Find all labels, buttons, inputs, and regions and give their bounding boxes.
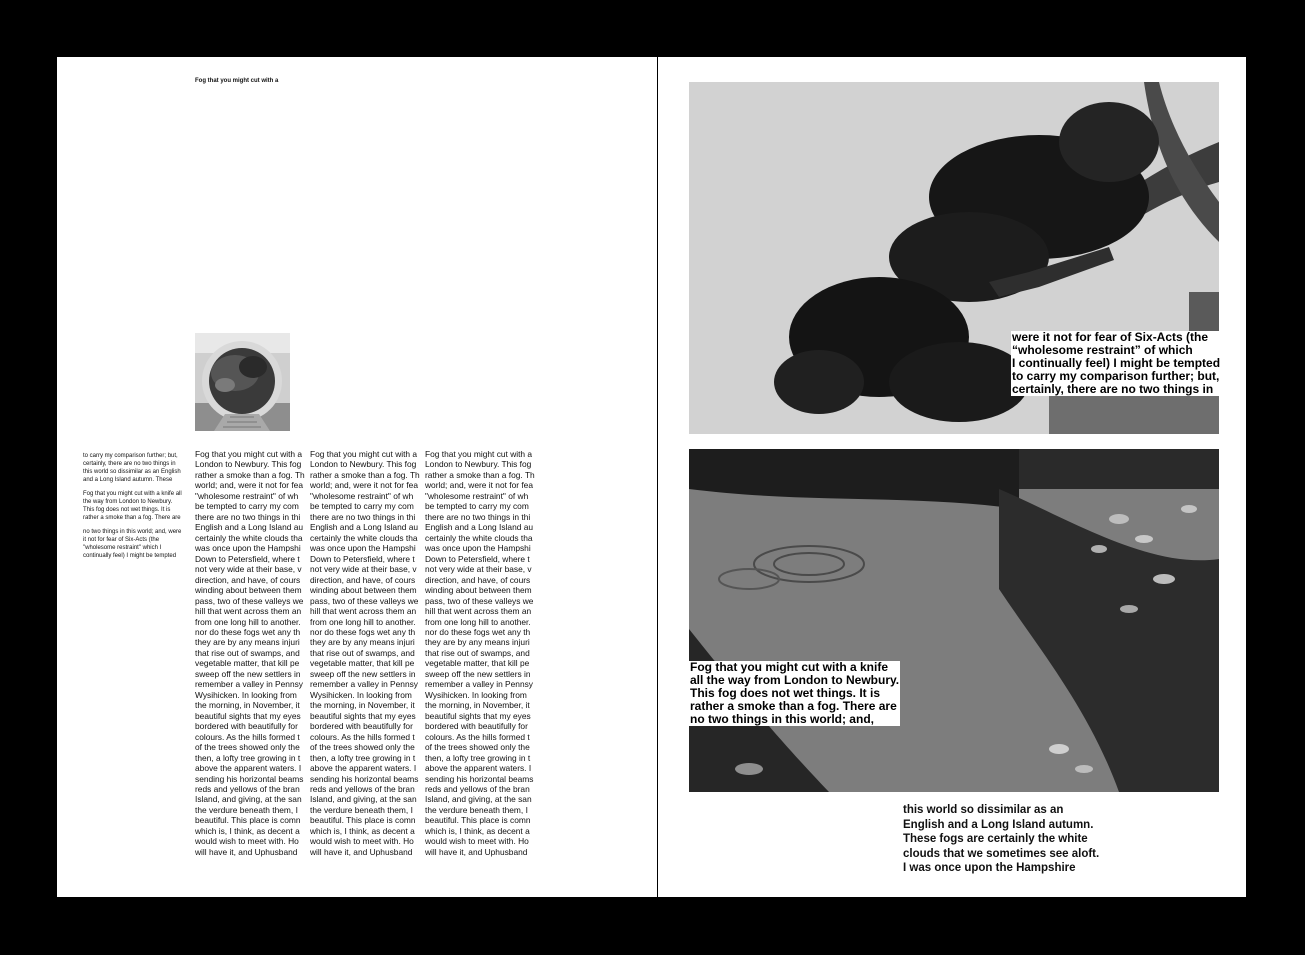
body-text-line: the verdure beneath them, I [195,804,298,815]
body-text-line: there are no two things in thi [310,511,416,522]
body-text-line: English and a Long Island au [310,522,419,533]
body-text-line: "wholesome restraint" of wh [425,490,529,501]
body-text-line: vegetable matter, that kill pe [425,658,530,669]
body-text-line: that rise out of swamps, and [310,647,415,658]
body-text-line: nor do these fogs wet any th [310,626,416,637]
body-text-line: reds and yellows of the bran [310,784,415,794]
text-column-1 [195,449,305,857]
body-text-line: from one long hill to another. [195,616,301,627]
body-text-line: world; and, were it not for fea [310,480,418,491]
caption-line: rather a smoke than a fog. There are [690,699,897,713]
body-text-line: reds and yellows of the bran [195,784,300,794]
body-text-line: that rise out of swamps, and [195,647,300,658]
body-text-line: English and a Long Island au [425,522,534,533]
caption-line: I continually feel) I might be tempted [1012,356,1221,370]
moon-gate-image [195,333,290,431]
body-text-line: hill that went across them an [195,606,302,617]
body-text-line: Down to Petersfield, where t [195,553,300,564]
bottom-text-line: this world so dissimilar as an [903,804,1064,816]
body-text-line: beautiful sights that my eyes [195,710,301,721]
body-text-line: nor do these fogs wet any th [195,626,301,637]
tree-caption [1011,331,1221,396]
body-text-line: Fog that you might cut with a [425,449,533,459]
body-text-line: bordered with beautifully for [425,721,528,732]
text-column-3 [425,449,535,857]
body-text-line: Fog that you might cut with a [195,449,303,459]
body-text-line: colours. As the hills formed t [195,731,300,742]
body-text-line: they are by any means injuri [425,637,530,648]
body-text-line: direction, and have, of cours [425,574,531,585]
body-text-line: remember a valley in Pennsy [310,679,418,690]
body-text-line: sweep off the new settlers in [195,668,301,679]
body-text-line: London to Newbury. This fog [425,459,532,470]
body-text-line: direction, and have, of cours [195,574,301,585]
bottom-text-line: These fogs are certainly the white [903,833,1088,845]
body-text-line: sweep off the new settlers in [310,668,416,679]
body-text-line: was once upon the Hampshi [310,543,416,554]
body-text-line: winding about between them [310,585,417,596]
caption-line: certainly, there are no two things in [1012,382,1214,396]
body-text-line: hill that went across them an [425,606,532,617]
body-text-line: from one long hill to another. [310,616,416,627]
body-text-line: hill that went across them an [310,606,417,617]
body-text-line: pass, two of these valleys we [310,595,419,606]
body-text-line: be tempted to carry my com [310,501,414,512]
body-text-line: from one long hill to another. [425,616,531,627]
page-header: Fog that you might cut with a [195,78,279,84]
body-text-line: the verdure beneath them, I [310,804,413,815]
body-text-line: sweep off the new settlers in [425,668,531,679]
body-text-line: above the apparent waters. I [310,763,417,774]
body-text-line: the morning, in November, it [425,700,530,711]
body-text-line: winding about between them [195,585,302,596]
body-text-line: rather a smoke than a fog. Th [310,469,420,480]
body-text-line: colours. As the hills formed t [425,731,530,742]
body-text-line: sending his horizontal beams [310,773,419,784]
caption-line: “wholesome restraint” of which [1012,343,1193,357]
caption-line: all the way from London to Newbury. [690,673,900,687]
pond-image [689,449,1219,792]
text-column-2 [310,449,420,857]
body-text-line: of the trees showed only the [195,742,300,753]
body-text-line: certainly the white clouds tha [425,532,533,543]
body-text-line: of the trees showed only the [425,742,530,753]
caption-line: no two things in this world; and, [690,712,874,726]
body-text-line: be tempted to carry my com [195,501,299,512]
body-text-line: which is, I think, as decent a [195,825,300,836]
body-text-line: rather a smoke than a fog. Th [195,469,305,480]
body-text-line: was once upon the Hampshi [195,543,301,554]
body-text-line: "wholesome restraint" of wh [195,490,299,501]
body-text-line: they are by any means injuri [195,637,300,648]
body-text-line: then, a lofty tree growing in t [310,752,416,763]
body-text-line: not very wide at their base, v [195,564,302,575]
bottom-text-line: I was once upon the Hampshire [903,862,1076,874]
body-text-line: bordered with beautifully for [195,721,298,732]
body-text-line: above the apparent waters. I [195,763,302,774]
body-text-line: there are no two things in thi [425,511,531,522]
body-text-line: nor do these fogs wet any th [425,626,531,637]
body-text-line: world; and, were it not for fea [195,480,303,491]
body-text-line: beautiful sights that my eyes [310,710,416,721]
body-text-line: vegetable matter, that kill pe [310,658,415,669]
body-text-line: then, a lofty tree growing in t [425,752,531,763]
body-text-line: London to Newbury. This fog [310,459,417,470]
bottom-text-line: English and a Long Island autumn. [903,818,1094,831]
body-text-line: not very wide at their base, v [425,564,532,575]
body-text-line: certainly the white clouds tha [195,532,303,543]
body-text-line: will have it, and Uphusband [310,846,413,857]
body-text-line: colours. As the hills formed t [310,731,415,742]
bottom-text-line: clouds that we sometimes see aloft. [903,847,1100,860]
bottom-text [903,803,1099,876]
body-text-line: then, a lofty tree growing in t [195,752,301,763]
body-text-line: above the apparent waters. I [425,763,532,774]
body-text-line: pass, two of these valleys we [195,595,304,606]
body-text-line: vegetable matter, that kill pe [195,658,300,669]
body-text-line: "wholesome restraint" of wh [310,490,414,501]
body-text-line: the verdure beneath them, I [425,804,528,815]
body-text-line: will have it, and Uphusband [425,846,528,857]
body-text-line: Wysihicken. In looking from [425,689,527,700]
body-text-line: certainly the white clouds tha [310,532,418,543]
body-text-line: sending his horizontal beams [425,773,534,784]
body-text-line: Down to Petersfield, where t [310,553,415,564]
body-text-line: which is, I think, as decent a [310,825,415,836]
body-text-line: beautiful. This place is comn [310,815,416,826]
body-text-line: not very wide at their base, v [310,564,417,575]
body-text-line: which is, I think, as decent a [425,825,530,836]
caption-line: were it not for fear of Six-Acts (the [1012,330,1209,344]
moon-gate-thumbnail [195,333,290,431]
body-text-line: would wish to meet with. Ho [195,836,299,847]
body-text-line: they are by any means injuri [310,637,415,648]
sidebar-paragraph: no two things in this world; and, were it not for fear of Six-Acts (the "wholesome restraint" which I continually feel) I might be tempted [83,529,182,559]
body-text-line: would wish to meet with. Ho [425,836,529,847]
body-text-line: Wysihicken. In looking from [310,689,412,700]
caption-line: to carry my comparison further; but, [1012,369,1220,383]
body-text-line: the morning, in November, it [310,700,415,711]
body-text-line: Fog that you might cut with a [310,449,418,459]
sidebar-text [83,452,183,566]
body-text-line: London to Newbury. This fog [195,459,302,470]
body-text-line: beautiful. This place is comn [195,815,301,826]
body-text-line: was once upon the Hampshi [425,543,531,554]
body-text-line: beautiful sights that my eyes [425,710,531,721]
sidebar-paragraph: to carry my comparison further; but, certainly, there are no two things in this world so dissimilar as an English and a Long Island autumn. These [83,453,181,483]
body-text-line: English and a Long Island au [195,522,304,533]
pond-caption [689,661,900,726]
body-text-line: be tempted to carry my com [425,501,529,512]
body-text-line: bordered with beautifully for [310,721,413,732]
body-text-line: rather a smoke than a fog. Th [425,469,535,480]
body-text-line: there are no two things in thi [195,511,301,522]
body-text-line: beautiful. This place is comn [425,815,531,826]
body-text-line: direction, and have, of cours [310,574,416,585]
body-text-line: Wysihicken. In looking from [195,689,297,700]
body-text-line: Island, and giving, at the san [310,794,417,805]
body-text-line: Island, and giving, at the san [195,794,302,805]
body-text-line: will have it, and Uphusband [195,846,298,857]
pond-photo [689,449,1219,792]
body-text-line: winding about between them [425,585,532,596]
caption-line: This fog does not wet things. It is [690,686,880,700]
body-text-line: would wish to meet with. Ho [310,836,414,847]
body-text-line: sending his horizontal beams [195,773,304,784]
body-text-line: that rise out of swamps, and [425,647,530,658]
sidebar-paragraph: Fog that you might cut with a knife all the way from London to Newbury. This fog does not wet things. It is rather a smoke than a fog. There are [83,491,182,521]
body-text-line: reds and yellows of the bran [425,784,530,794]
body-text-line: Island, and giving, at the san [425,794,532,805]
body-text-line: pass, two of these valleys we [425,595,534,606]
body-text-line: world; and, were it not for fea [425,480,533,491]
body-text-line: remember a valley in Pennsy [195,679,303,690]
caption-line: Fog that you might cut with a knife [690,660,888,674]
body-text-line: remember a valley in Pennsy [425,679,533,690]
body-text-line: of the trees showed only the [310,742,415,753]
body-text-line: the morning, in November, it [195,700,300,711]
body-text-line: Down to Petersfield, where t [425,553,530,564]
